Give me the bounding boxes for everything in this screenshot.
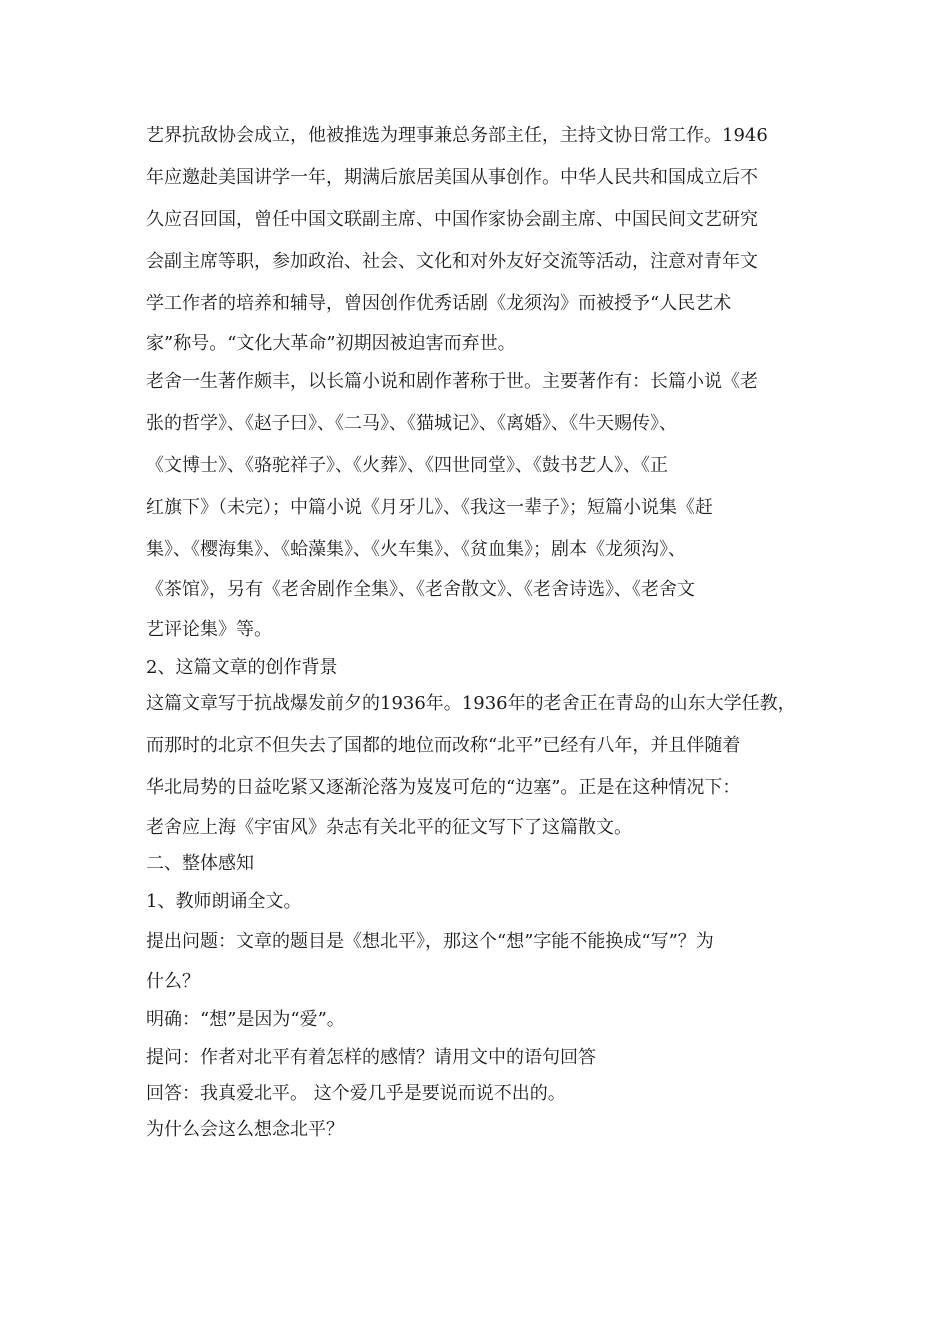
text-line: 张的哲学》、《赵子曰》、《二马》、《猫城记》、《离婚》、《牛天赐传》、 [146,413,677,434]
text-line: 艺界抗敌协会成立，他被推选为理事兼总务部主任，主持文协日常工作。1946 [146,125,768,146]
section-heading: 二、整体感知 [146,853,254,874]
text-line: 提问：作者对北平有着怎样的感情？请用文中的语句回答 [146,1047,596,1068]
text-line: 集》、《樱海集》、《蛤藻集》、《火车集》、《贫血集》；剧本《龙须沟》、 [146,539,686,560]
text-line: 老舍一生著作颇丰，以长篇小说和剧作著称于世。主要著作有：长篇小说《老 [146,371,758,392]
text-line: 华北局势的日益吃紧又逐渐沦落为岌岌可危的“边塞”。正是在这种情况下： [146,777,741,798]
text-line: 而那时的北京不但失去了国都的地位而改称“北平”已经有八年，并且伴随着 [146,735,741,756]
text-line: 会副主席等职，参加政治、社会、文化和对外友好交流等活动，注意对青年文 [146,251,758,272]
text-line: 《茶馆》，另有《老舍剧作全集》、《老舍散文》、《老舍诗选》、《老舍文 [146,579,695,600]
text-line: 什么？ [146,971,200,992]
text-line: 回答：我真爱北平。 这个爱几乎是要说而说不出的。 [146,1083,566,1104]
section-heading: 1、教师朗诵全文。 [146,891,302,912]
text-line: 学工作者的培养和辅导，曾因创作优秀话剧《龙须沟》而被授予“人民艺术 [146,293,732,314]
text-line: 《文博士》、《骆驼祥子》、《火葬》、《四世同堂》、《鼓书艺人》、《正 [146,455,668,476]
text-line: 这篇文章写于抗战爆发前夕的1936年。1936年的老舍正在青岛的山东大学任教， [146,693,796,714]
text-line: 提出问题：文章的题目是《想北平》，那这个“想”字能不能换成“写”？为 [146,931,714,952]
text-line: 家”称号。“文化大革命”初期因被迫害而弃世。 [146,333,516,354]
text-line: 艺评论集》等。 [146,619,272,640]
text-line: 久应召回国，曾任中国文联副主席、中国作家协会副主席、中国民间文艺研究 [146,209,758,230]
text-line: 明确：“想”是因为“爱”。 [146,1009,345,1030]
section-heading: 2、这篇文章的创作背景 [146,657,338,678]
text-line: 为什么会这么想念北平？ [146,1119,344,1140]
text-line: 老舍应上海《宇宙风》杂志有关北平的征文写下了这篇散文。 [146,817,632,838]
text-line: 红旗下》（未完）；中篇小说《月牙儿》、《我这一辈子》；短篇小说集《赶 [146,497,713,518]
text-line: 年应邀赴美国讲学一年，期满后旅居美国从事创作。中华人民共和国成立后不 [146,167,758,188]
